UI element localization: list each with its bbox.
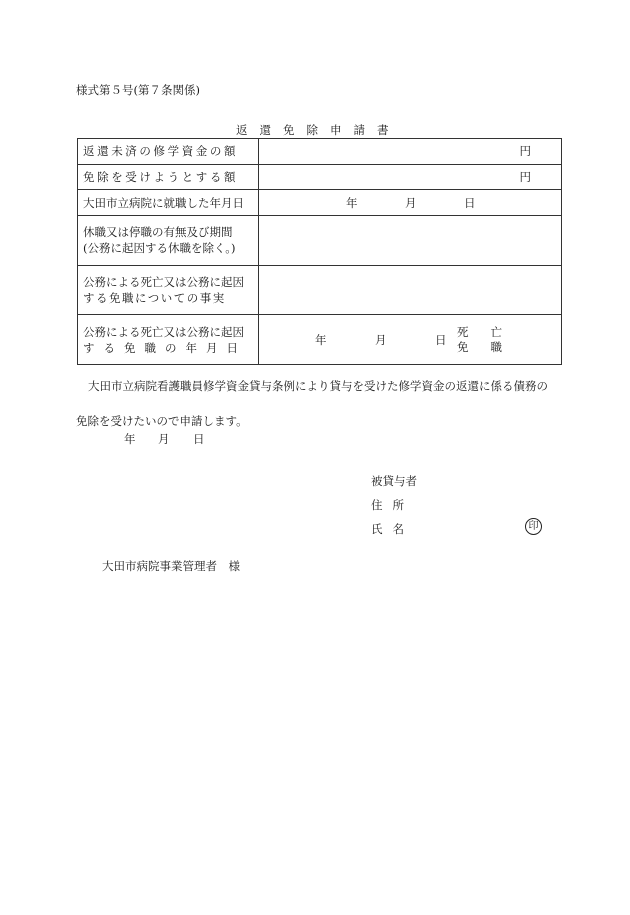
application-statement: 大田市立病院看護職員修学資金貸与条例により貸与を受けた修学資金の返還に係る債務の免除を受けたいので申請します。 bbox=[76, 379, 548, 428]
application-table bbox=[77, 138, 562, 365]
unpaid-amount-field[interactable] bbox=[259, 139, 562, 165]
death-dismissal-options bbox=[457, 325, 524, 355]
option-dismissal[interactable]: 免職 bbox=[457, 339, 524, 354]
death-dismissal-fact-field[interactable] bbox=[259, 265, 562, 315]
month-unit: 月 bbox=[405, 195, 417, 210]
death-dismissal-date-field[interactable] bbox=[259, 315, 562, 365]
row-label: 免除を受けようとする額 bbox=[78, 164, 259, 190]
row-label: 公務による死亡又は公務に起因 する免職についての事実 bbox=[78, 265, 259, 315]
employment-date-field[interactable] bbox=[259, 190, 562, 216]
leave-period-field[interactable] bbox=[259, 215, 562, 265]
yen-unit: 円 bbox=[519, 144, 531, 159]
row-label: 大田市立病院に就職した年月日 bbox=[78, 190, 259, 216]
seal-mark: 印 bbox=[525, 518, 542, 535]
year-unit: 年 bbox=[315, 332, 327, 347]
name-label: 氏名 bbox=[371, 522, 414, 536]
row-label: 公務による死亡又は公務に起因 する免職の年月日 bbox=[78, 315, 259, 365]
day-unit: 日 bbox=[464, 195, 476, 210]
date-year-unit: 年 bbox=[124, 432, 136, 446]
table-row bbox=[78, 190, 562, 216]
exemption-amount-field[interactable] bbox=[259, 164, 562, 190]
table-row bbox=[78, 315, 562, 365]
date-month-unit: 月 bbox=[158, 432, 170, 446]
day-unit: 日 bbox=[435, 332, 447, 347]
form-reference: 様式第５号(第７条関係) bbox=[76, 83, 200, 97]
month-unit: 月 bbox=[375, 332, 387, 347]
table-row bbox=[78, 164, 562, 190]
document-title: 返還免除申請書 bbox=[236, 123, 401, 137]
table-row bbox=[78, 215, 562, 265]
address-label: 住所 bbox=[371, 498, 414, 512]
date-day-unit: 日 bbox=[193, 432, 205, 446]
table-row bbox=[78, 139, 562, 165]
row-label: 休職又は停職の有無及び期間 (公務に起因する休職を除く。) bbox=[78, 215, 259, 265]
borrower-label: 被貸与者 bbox=[371, 474, 417, 488]
row-label: 返還未済の修学資金の額 bbox=[78, 139, 259, 165]
recipient-line: 大田市病院事業管理者 様 bbox=[102, 559, 240, 573]
year-unit: 年 bbox=[346, 195, 358, 210]
application-date[interactable] bbox=[124, 431, 205, 447]
option-death[interactable]: 死亡 bbox=[457, 324, 524, 339]
yen-unit: 円 bbox=[519, 169, 531, 184]
table-row bbox=[78, 265, 562, 315]
